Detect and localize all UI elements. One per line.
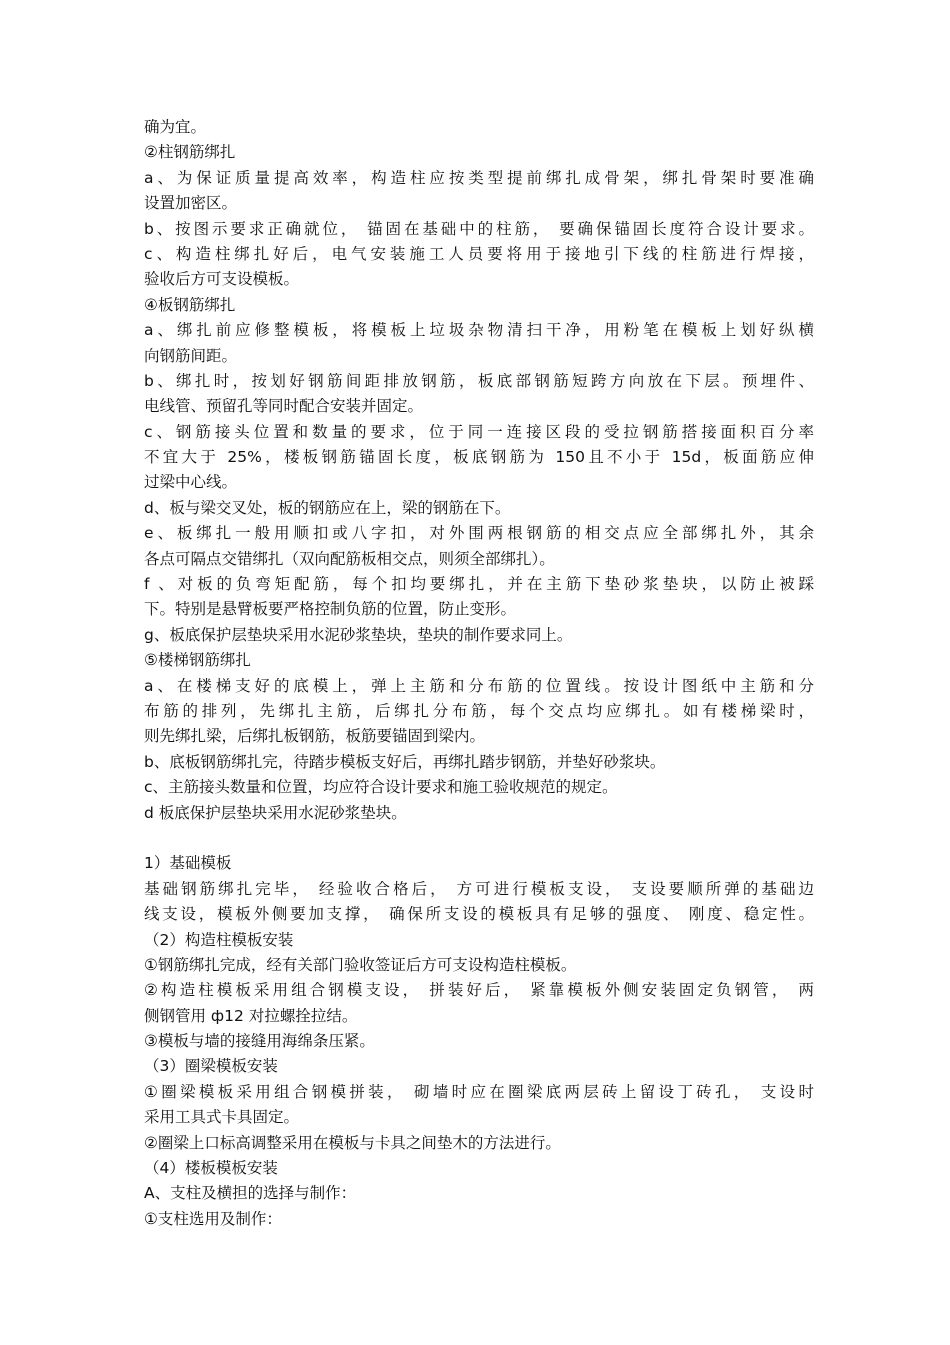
text-line: d 板底保护层垫块采用水泥砂浆垫块。 (144, 803, 407, 822)
text-line: ①圈梁模板采用组合钢模拼装， 砌墙时应在圈梁底两层砖上留设丁砖孔， 支设时 (144, 1082, 814, 1101)
text-line: 线支设，模板外侧要加支撑， 确保所支设的模板具有足够的强度、 刚度、稳定性。 (144, 905, 814, 924)
text-line: 采用工具式卡具固定。 (144, 1108, 300, 1127)
text-line: d、板与梁交叉处，板的钢筋应在上，梁的钢筋在下。 (144, 498, 511, 517)
text-line: b、绑扎时，按划好钢筋间距排放钢筋，板底部钢筋短跨方向放在下层。预埋件、 (144, 371, 814, 390)
text-line: 过梁中心线。 (144, 473, 238, 492)
text-line: 设置加密区。 (144, 194, 238, 213)
section-heading-floor-slab-formwork: （4）楼板模板安装 (144, 1159, 278, 1178)
document-body (144, 115, 814, 1232)
text-line: ③模板与墙的接缝用海绵条压紧。 (144, 1032, 375, 1051)
text-line: a、在楼梯支好的底模上，弹上主筋和分布筋的位置线。按设计图纸中主筋和分 (144, 676, 814, 695)
text-line: b、底板钢筋绑扎完，待踏步模板支好后，再绑扎踏步钢筋，并垫好砂浆块。 (144, 752, 666, 771)
section-heading-stair-rebar: ⑤楼梯钢筋绑扎 (144, 651, 251, 670)
text-line: 基础钢筋绑扎完毕， 经验收合格后， 方可进行模板支设， 支设要顺所弹的基础边 (144, 879, 814, 898)
text-line: ①支柱选用及制作： (144, 1209, 282, 1228)
text-line: g、板底保护层垫块采用水泥砂浆垫块，垫块的制作要求同上。 (144, 625, 573, 644)
text-line: 侧钢管用 ф12 对拉螺拴拉结。 (144, 1006, 358, 1025)
text-line: 电线管、预留孔等同时配合安装并固定。 (144, 397, 424, 416)
text-line: 则先绑扎梁，后绑扎板钢筋，板筋要锚固到梁内。 (144, 727, 486, 746)
text-line: ①钢筋绑扎完成，经有关部门验收签证后方可支设构造柱模板。 (144, 955, 577, 974)
text-line: a、为保证质量提高效率，构造柱应按类型提前绑扎成骨架，绑扎骨架时要准确 (144, 168, 814, 187)
section-heading-column-rebar: ②柱钢筋绑扎 (144, 143, 236, 162)
section-heading-slab-rebar: ④板钢筋绑扎 (144, 295, 236, 314)
section-heading-column-formwork: （2）构造柱模板安装 (144, 930, 294, 949)
text-line: c、钢筋接头位置和数量的要求，位于同一连接区段的受拉钢筋搭接面积百分率 (144, 422, 814, 441)
text-line: 验收后方可支设模板。 (144, 270, 300, 289)
text-line: 各点可隔点交错绑扎（双向配筋板相交点，则须全部绑扎）。 (144, 549, 555, 568)
text-line: f 、对板的负弯矩配筋，每个扣均要绑扎，并在主筋下垫砂浆垫块，以防止被踩 (144, 575, 814, 594)
text-line: c、构造柱绑扎好后，电气安装施工人员要将用于接地引下线的柱筋进行焊接， (144, 244, 814, 263)
text-line: 向钢筋间距。 (144, 346, 238, 365)
text-line: b、按图示要求正确就位， 锚固在基础中的柱筋， 要确保锚固长度符合设计要求。 (144, 219, 814, 238)
text-line: A、支柱及横担的选择与制作： (144, 1184, 357, 1203)
text-line: a、绑扎前应修整模板，将模板上垃圾杂物清扫干净，用粉笔在模板上划好纵横 (144, 321, 814, 340)
text-line: e、板绑扎一般用顺扣或八字扣，对外围两根钢筋的相交点应全部绑扎外，其余 (144, 524, 814, 543)
text-line: ②构造柱模板采用组合钢模支设， 拼装好后， 紧靠模板外侧安装固定负钢管， 两 (144, 981, 814, 1000)
text-line: 不宜大于 25%，楼板钢筋锚固长度，板底钢筋为 150且不小于 15d，板面筋应伸 (144, 448, 814, 467)
text-line: ②圈梁上口标高调整采用在模板与卡具之间垫木的方法进行。 (144, 1133, 561, 1152)
text-line: c、主筋接头数量和位置，均应符合设计要求和施工验收规范的规定。 (144, 778, 618, 797)
section-heading-foundation-formwork: 1）基础模板 (144, 854, 232, 873)
text-line: 确为宜。 (144, 118, 207, 136)
text-line: 布筋的排列，先绑扎主筋，后绑扎分布筋，每个交点均应绑扎。如有楼梯梁时， (144, 701, 814, 720)
section-heading-ring-beam-formwork: （3）圈梁模板安装 (144, 1057, 278, 1076)
text-line: 下。特别是悬臂板要严格控制负筋的位置，防止变形。 (144, 600, 517, 619)
blank-line (144, 826, 814, 851)
